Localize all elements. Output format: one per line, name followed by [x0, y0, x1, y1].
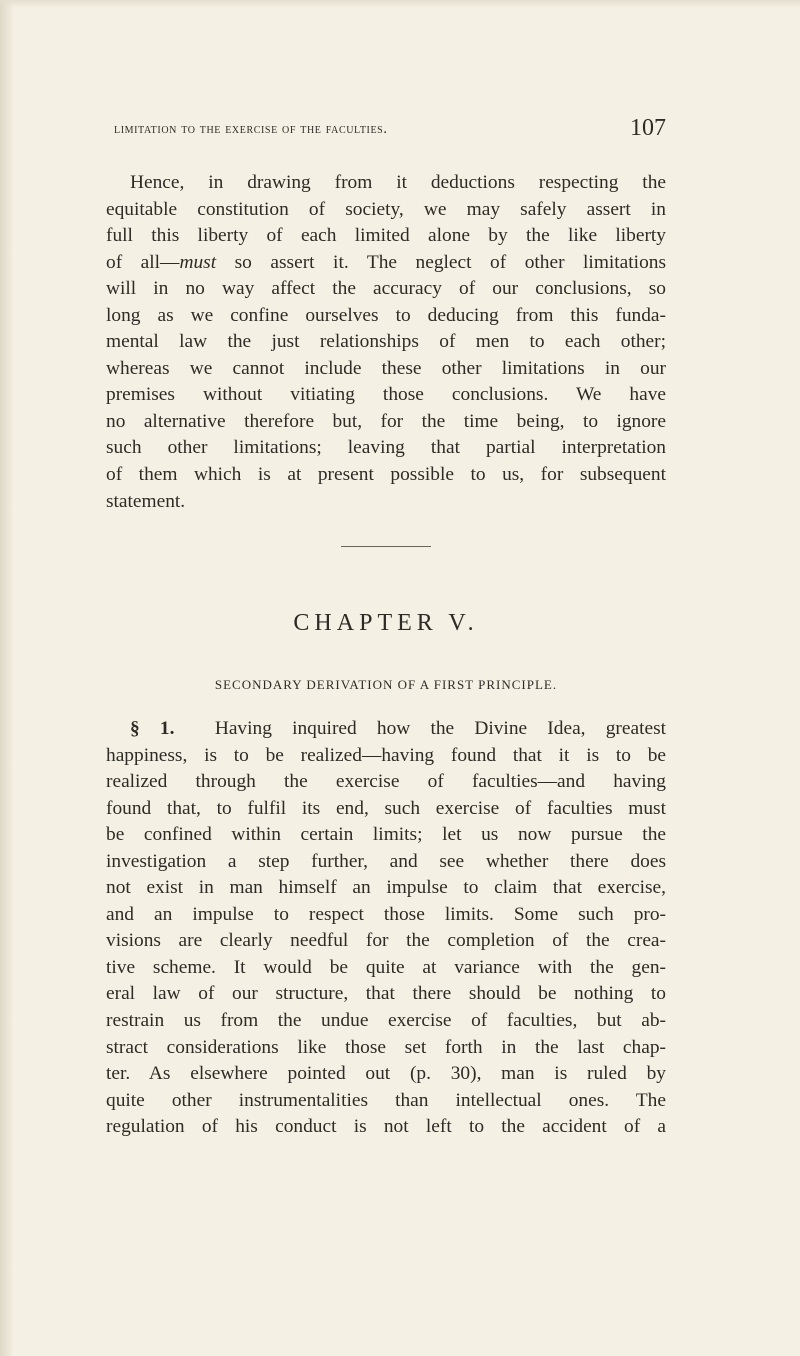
- text-line: be confined within certain limits; let us now pursue the: [106, 824, 666, 846]
- emphasized-word: must: [179, 251, 217, 273]
- text-line: visions are clearly needful for the completion of the crea-: [106, 930, 666, 952]
- text-line: not exist in man himself an impulse to claim that exercise,: [106, 877, 666, 899]
- text-line: happiness, is to be realized—having found that it is to be: [106, 744, 666, 766]
- text-line: will in no way affect the accuracy of our conclusions, so: [106, 278, 666, 300]
- text-line: Hence, in drawing from it deductions respecting the: [130, 172, 666, 193]
- text-line: no alternative therefore but, for the time being, to ignore: [106, 410, 666, 432]
- page-edge-shadow: [0, 0, 14, 1356]
- text-line-rest: Having inquired how the Divine Idea, greatest: [214, 718, 666, 739]
- text-line: restrain us from the undue exercise of faculties, but ab-: [106, 1010, 666, 1032]
- text-line: investigation a step further, and see whether there does: [106, 850, 666, 872]
- text-line-with-emphasis: [106, 250, 666, 277]
- text-line: ter. As elsewhere pointed out (p. 30), man is ruled by: [106, 1063, 666, 1085]
- page-top-shadow: [0, 0, 800, 8]
- text-line: and an impulse to respect those limits. Some such pro-: [106, 903, 666, 925]
- chapter-heading: CHAPTER V.: [293, 610, 479, 636]
- running-title: limitation to the exercise of the faculties.: [114, 121, 388, 137]
- text-line-with-section-mark: [106, 716, 666, 743]
- text-line: equitable constitution of society, we may safely assert in: [106, 198, 666, 220]
- text-line: quite other instrumentalities than intellectual ones. The: [106, 1089, 666, 1111]
- text-line: regulation of his conduct is not left to the accident of a: [106, 1116, 666, 1138]
- chapter-subtitle: SECONDARY DERIVATION OF A FIRST PRINCIPLE.: [214, 677, 558, 692]
- text-line: such other limitations; leaving that partial interpretation: [106, 437, 666, 459]
- paragraph-1: [106, 170, 666, 515]
- text-line: premises without vitiating those conclusions. We have: [106, 384, 666, 406]
- text-line: full this liberty of each limited alone by the like liberty: [106, 225, 666, 247]
- text-line: found that, to fulfil its end, such exercise of faculties must: [106, 797, 666, 819]
- section-divider: [341, 546, 431, 547]
- text-line: whereas we cannot include these other limitations in our: [106, 357, 666, 379]
- text-line: eral law of our structure, that there should be nothing to: [106, 983, 666, 1005]
- text-line-rest: so assert it. The neglect of other limitations: [234, 251, 666, 273]
- text-line: statement.: [106, 490, 186, 512]
- section-number: § 1.: [130, 718, 175, 739]
- text-line: mental law the just relationships of men to each other;: [106, 331, 666, 353]
- text-line: realized through the exercise of faculties—and having: [106, 771, 666, 793]
- text-line: tive scheme. It would be quite at variance with the gen-: [106, 956, 666, 978]
- text-line: long as we confine ourselves to deducing from this funda-: [106, 304, 666, 326]
- text-line: of them which is at present possible to us, for subsequent: [106, 464, 666, 486]
- running-head: [114, 112, 666, 142]
- paragraph-2: [106, 716, 666, 1141]
- text-line: stract considerations like those set forth in the last chap-: [106, 1036, 666, 1058]
- text-line-prefix: of all—: [106, 251, 180, 273]
- page-number: 107: [630, 115, 666, 141]
